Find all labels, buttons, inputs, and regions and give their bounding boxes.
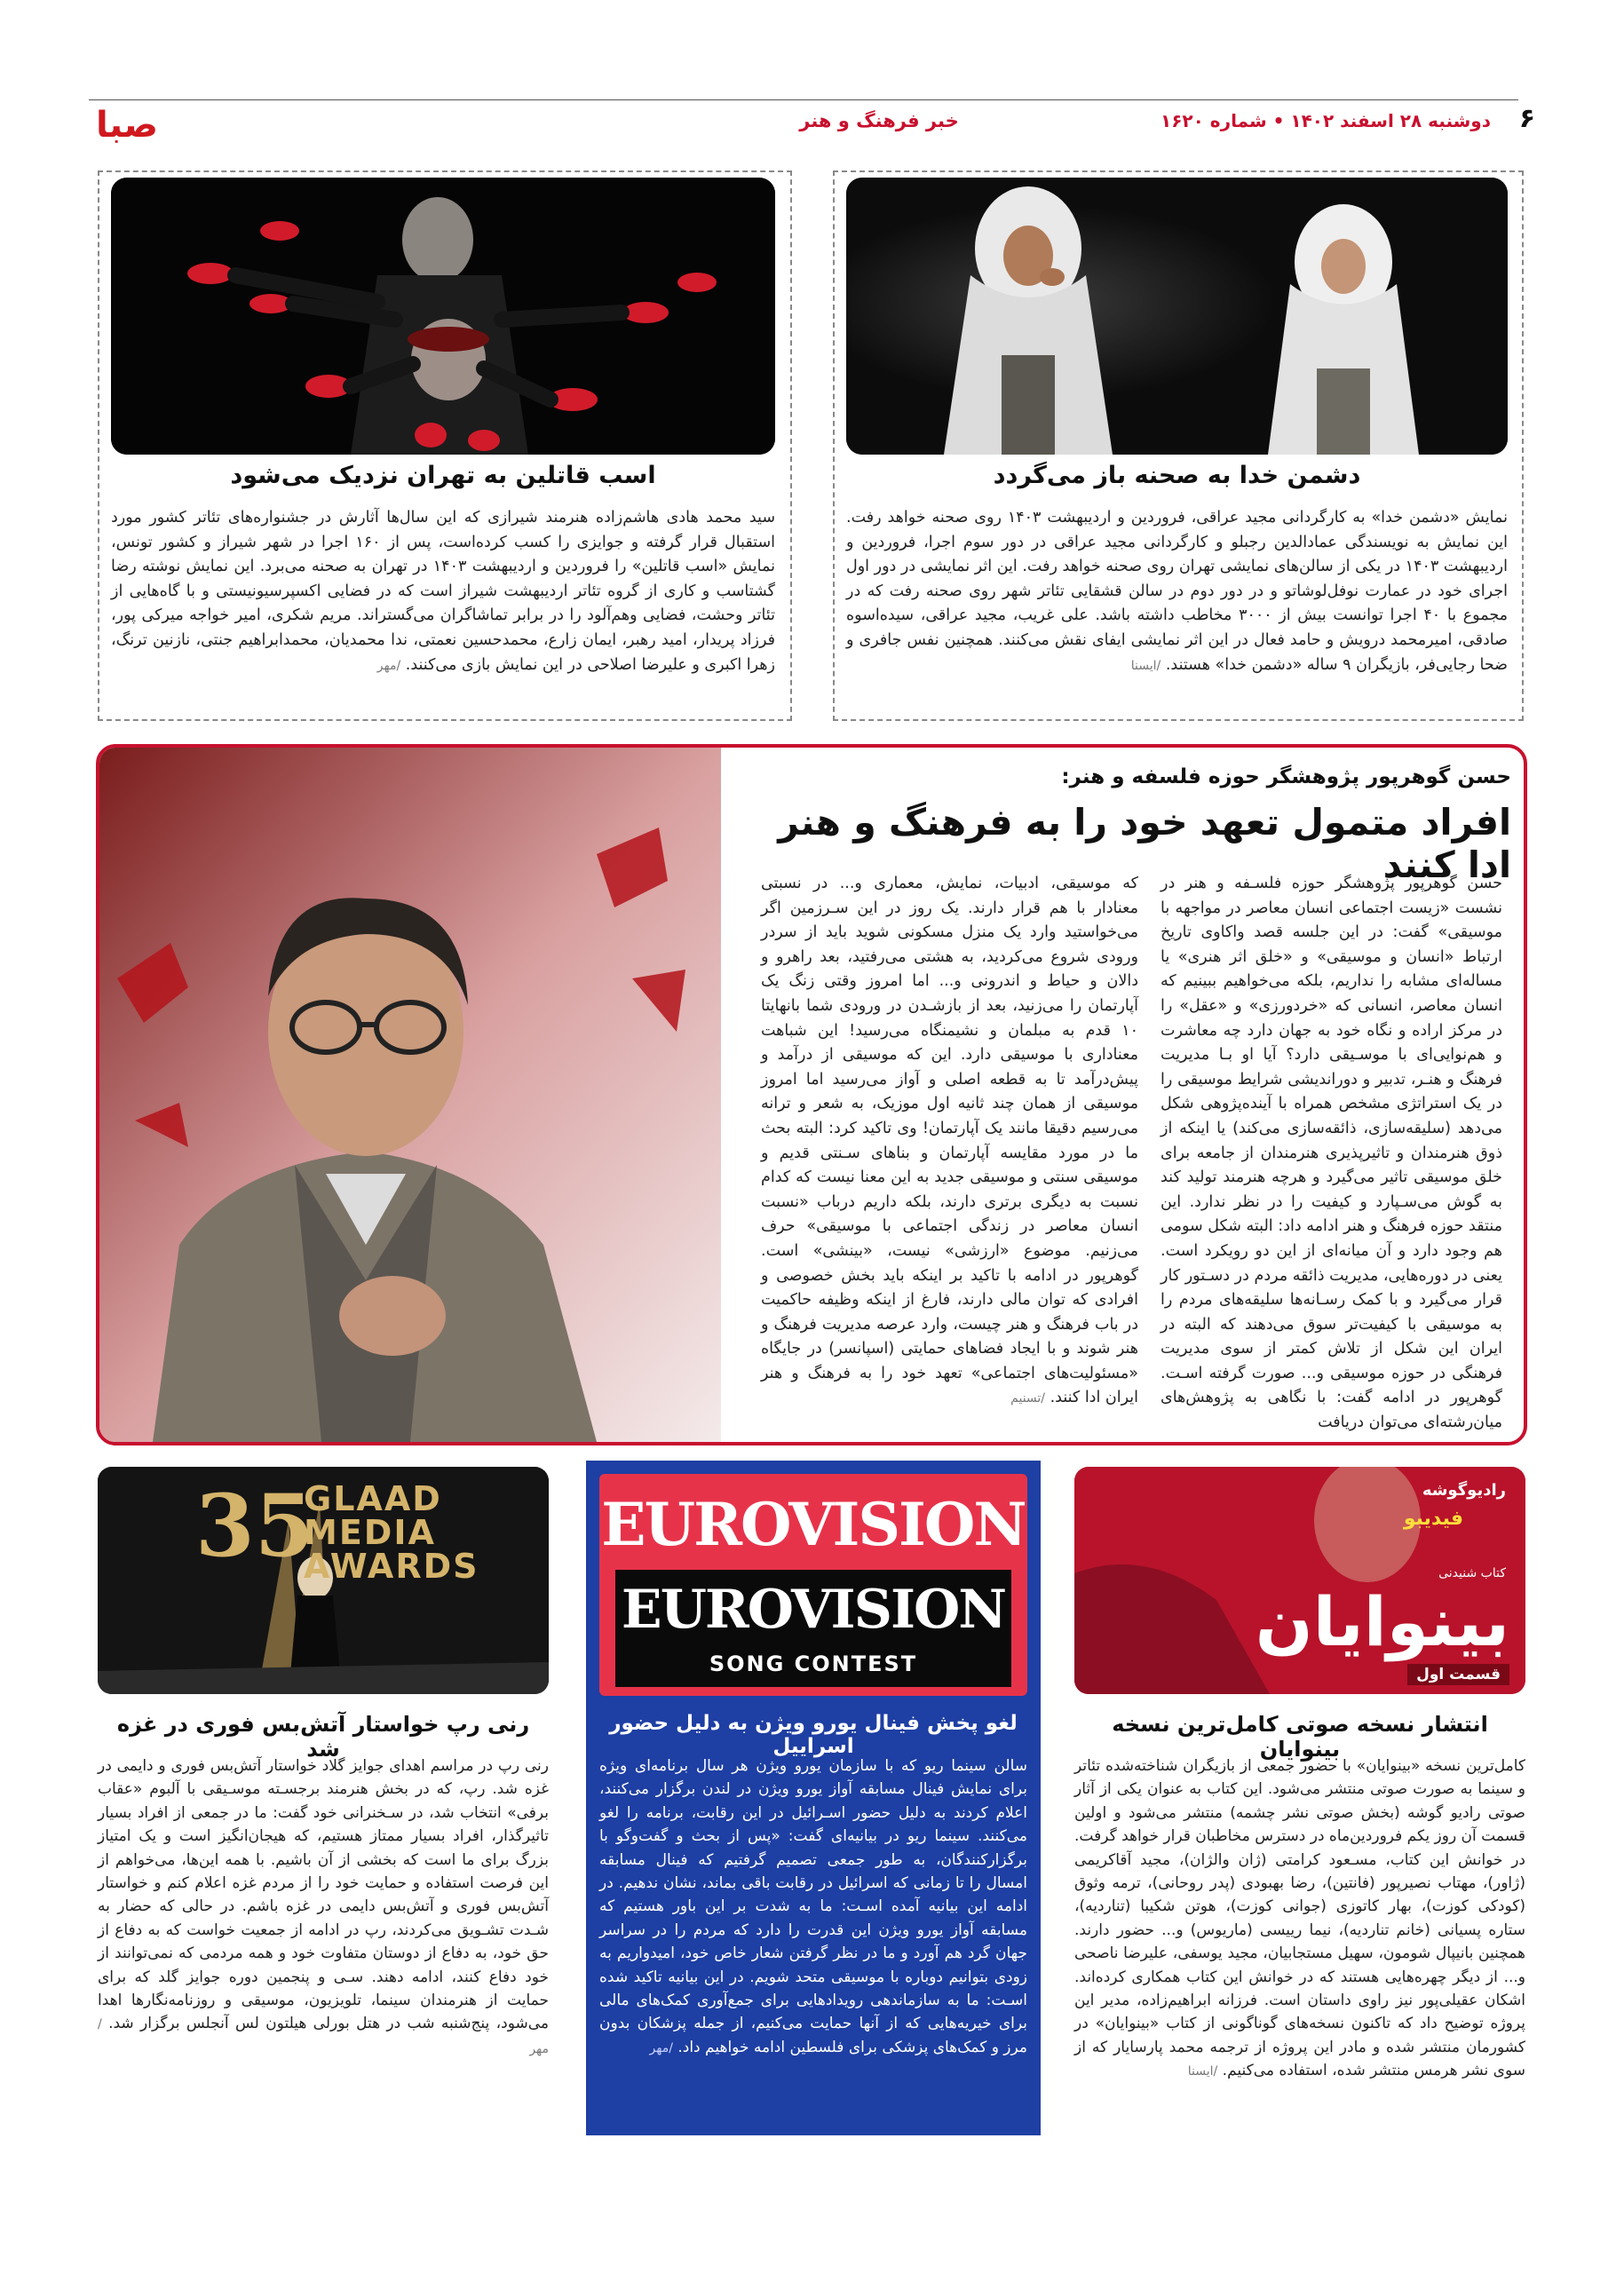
section-title: خبر فرهنگ و هنر [799,110,959,131]
source-tag: /مهر [98,2017,549,2056]
source-tag: /مهر [376,658,401,673]
glaad-35-number: 35 [195,1476,314,1576]
feature-interview-box [96,744,1527,1445]
eurovision-logo-image [599,1474,1027,1696]
feature-column-left [761,872,1138,1412]
feature-headline[interactable]: افراد متمول تعهد خود را به فرهنگ و هنر ادا کنند [778,801,1511,886]
photo-enemy-of-god [846,178,1508,455]
glaad-title-line2: MEDIA [304,1513,436,1552]
article-text: سید محمد هادی هاشم‌زاده هنرمند شیرازی که این سال‌ها آثارش در جشنواره‌های تئاتر کشور مورد استقبال قرار گرفته و جوایزی را کسب کرده‌است، پس از ۱۶۰ اجرا در شهر شیراز و کشور تونس، نمایش «اسب قاتلین» را فروردین و اردیبهشت ۱۴۰۳ در تهران به صحنه می‌برد. این نمایش نوشته رضا گشتاسب و کاری از گروه تئاتر اردیبهشت شیراز است که در فضایی اکسپرسیونیستی و با گاه‌هایی از تئاتر وحشت، فضایی وهم‌آلود را در برابر تماشاگران می‌گستراند. مریم شکری، امیر خواجه میرکی پور، فرزاد پریدار، امید رهبر، ایمان زارع، محمدحسین نعمتی، ندا محمدیان، محمدابراهیم جنتی، نازنین ترنگ، زهرا اکبری و علیرضا اصلاحی در این نمایش بازی می‌کنند. [111,509,775,674]
article-text: نمایش «دشمن خدا» به کارگردانی مجید عراقی، فروردین و اردیبهشت ۱۴۰۳ روی صحنه خواهد رفت. این نمایش به نویسندگی عمادالدین رجبلو و کارگردانی مجید عراقی در دور سوم اجرا، فروردین و اردیبهشت ۱۴۰۳ در یکی از سالن‌های نمایشی تهران روی صحنه خواهد رفت. این اثر نمایشی در دور اول اجرای خود در عمارت نوفل‌لوشاتو و در دور دوم در سالن قشقایی تئاتر شهر روی صحنه رفت که در مجموع با ۴۰ اجرا توانست بیش از ۳۰۰۰ مخاطب داشته باشد. علی غریب، مجید عراقی، سیده‌اسوه صادقی، امیرمحمد درویش و حامد فعال در این اثر نمایشی ایفای نقش می‌کنند. همچنین نفس جافری و ضحا رجایی‌فر، بازیگران ۹ ساله «دشمن خدا» هستند. [846,509,1508,674]
article-text: سالن سینما ریو که با سازمان یورو ویژن هر سال برنامه‌ای ویژه برای نمایش فینال مسابقه آواز یورو ویژن در لندن برگزار می‌کنند، اعلام کردند به دلیل حضور اسـرائیل در این رقابت، برنامه را لغو می‌کنند. سینما ریو در بیانیه‌ای گفت: «پس از بحث و گفت‌وگو با برگزارکنندگان، به طور جمعی تصمیم گرفتیم که فینال مسابقه امسال را تا زمانی که اسرائیل در رقابت باقی بماند، نشان ندهیم. در ادامه این بیانیه آمده اسـت: ما به شدت بر این باور هستیم که مسابقه آواز یورو ویژن این قدرت را دارد که مردم را در سراسر جهان گرد هم آورد و ما در نظر گرفتن شعار خاص خود، امیدواریم به زودی بتوانیم دوباره با موسیقی متحد شویم. در این بیانیه تاکید شده اسـت: ما به سازماندهی رویدادهایی برای جمع‌آوری کمک‌های مالی برای خیریه‌هایی که از آنها حمایت می‌کنیم، از جمله پزشکان بدون مرز و کمک‌های پزشکی برای فلسطین ادامه خواهیم داد. [599,1757,1027,2056]
headline-renee-rapp[interactable]: رنی رپ خواستار آتش‌بس فوری در غزه شد [116,1712,530,1762]
fidibo-label: فیدیبو [1403,1508,1463,1530]
promo-book-title: بینوایان [1255,1582,1509,1661]
article-body-eurovision [599,1754,1027,2060]
eurovision-song-contest-label: SONG CONTEST [709,1651,918,1676]
source-tag: /ایسنا [1130,658,1161,673]
article-text: کامل‌ترین نسخه «بینوایان» با حضور جمعی از بازیگران شناخته‌شده تئاتر و سینما به صورت صوتی منتشر می‌شود. این کتاب به عنوان یکی از آثار صوتی رادیو گوشه (بخش صوتی نشر چشمه) منتشر می‌شود و اولین قسمت آن روز یکم فروردین‌ماه در دسترس مخاطبان قرار خواهد گرفت. در خوانش این کتاب، مسـعود کرامتی (ژان والژان)، مجید آقاکریمی (ژاور)، مهتاب نصیرپور (فانتین)، رضا بهبودی (پدر روحانی)، ترمه وثوق (کودکی کوزت)، بهار کاتوزی (جوانی کوزت)، هوتن شکیبا (تناردیه)، ستاره پسیانی (خانم تناردیه)، نیما رییسی (ماریوس) و... حضور دارند. همچنین بانیپال شومون، سهیل مستجابیان، مجید یوسفی، علیرضا ناصحی و... از دیگر چهره‌هایی هستند که در خوانش این کتاب همکاری کرده‌اند. اشکان عقیلی‌پور نیز راوی داستان است. فرزانه ابراهیم‌زاده، مدیر این پروژه توضیح داد که تاکنون نسخه‌های گوناگونی از کتاب «بینوایان» در کشورمان منتشر شده و مادر این پروژه از ترجمه محمد پارسایار که از سوی نشر هرمس منتشر شده، استفاده می‌کنیم. [1074,1757,1525,2080]
feature-column-right [1161,872,1502,1436]
source-tag: /تسنیم [1010,1391,1046,1406]
radio-gooshe-logo: رادیوگوشه [1422,1481,1506,1500]
page-number: ۶ [1518,103,1535,134]
article-text: که موسیقی، ادبیات، نمایش، معماری و... در نسبتی معنادار با هم قرار دارند. یک روز در این سـرزمین اگر می‌خواستید وارد یک منزل مسکونی شوید باید از سردر ورودی شروع می‌کردید، به هشتی می‌رفتید، بعد راهرو و دالان و حیاط و اندرونی و... اما امروز وقتی زنگ یک آپارتمان را می‌زنید، بعد از بازشـدن در ورودی شما بانهایتا ۱۰ قدم به مبلمان و نشیمنگاه می‌رسید! این شباهت معناداری با موسیقی دارد. این که موسیقی از درآمد و پیش‌درآمد تا به قطعه اصلی و آواز می‌رسید اما امروز موسیقی از همان چند ثانیه اول موزیک، به شعر و ترانه می‌رسیم دقیقا مانند یک آپارتمان! وی تاکید کرد: البته بحث ما در مورد مقایسه آپارتمان و بناهای سـنتی قدیم و موسیقی سنتی و موسیقی جدید به این معنا نیست که کدام نسبت به دیگری برتری دارند، بلکه داریم درباب «نسبت انسان معاصر در زندگی اجتماعی با موسیقی» حرف می‌زنیم. موضوع «ارزشی» نیست، «بینشی» است. گوهرپور در ادامه با تاکید بر اینکه باید بخش خصوصی و افرادی که توان مالی دارند، فارغ از اینکه وظیفه حاکمیت در باب فرهنگ و هنر چیست، وارد عرصه مدیریت فرهنگ و هنر شوند و با ایجاد فضاهای حمایتی (اسپانسر) در جایگاه «مسئولیت‌های اجتماعی» تعهد خود را به فرهنگ و هنر ایران ادا کنند. [761,875,1138,1407]
eurovision-logo-bottom: EUROVISION [621,1579,1006,1641]
source-tag: /ایسنا [1187,2064,1218,2079]
headline-killers-horse[interactable]: اسب قاتلین به تهران نزدیک می‌شود [230,462,656,489]
headline-enemy-of-god[interactable]: دشمن خدا به صحنه باز می‌گردد [993,462,1361,489]
audiobook-kicker: کتاب شنیدنی [1438,1566,1506,1580]
source-tag: /مهر [649,2040,673,2055]
article-body-killers-horse [111,506,775,678]
glaad-title-line3: AWARDS [304,1547,479,1586]
promo-les-miserables [1074,1467,1525,1694]
article-body-enemy-of-god [846,506,1508,678]
article-body-renee-rapp [98,1754,549,2061]
feature-kicker: حسن گوهرپور پژوهشگر حوزه فلسفه و هنر: [1061,765,1511,788]
article-text: رنی رپ در مراسم اهدای جوایز گلاد خواستار آتش‌بس فوری و دایمی در غزه شد. رپ، که در بخش هنرمند برجسـته موسـیقی با آلبوم «عقاب برفی» انتخاب شد، در سـخنرانی خود گفت: ما در جمعی از افراد بسیار تاثیرگذار، افراد بسیار ممتاز هستیم، که هیجان‌انگیز است و یک امتیاز بزرگ برای ما است که بخشی از آن باشیم. با همه این‌ها، می‌خواهم از این فرصت استفاده و حمایت خود را از مردم غزه اعلام کنم و خواستار آتش‌بس فوری و آتش‌بس دایمی در غزه باشم. در حالی که حضار به شـدت تشـویق می‌کردند، رپ در ادامه از جمعیت خواست که به دفاع از حق خود، به دفاع از دوستان متفاوت خود و همه مردمی که نمی‌توانند از خود دفاع کنند، ادامه دهند. سـی و پنجمین دوره جوایز گلد که برای حمایت از هنرمندان سینما، تلویزیون، موسیقی و روزنامه‌نگارها اهدا می‌شود، پنج‌شنبه شب در هتل بورلی هیلتون لس آنجلس برگزار شد. [98,1757,549,2033]
headline-les-miserables[interactable]: انتشار نسخه صوتی کامل‌ترین نسخه بینوایان [1112,1712,1488,1762]
newspaper-logo[interactable]: صبا [96,105,158,146]
header-divider [89,99,1518,100]
photo-glaad-awards [98,1467,549,1694]
article-body-les-miserables [1074,1754,1525,2084]
stage-performers-image [111,178,775,455]
portrait-photo [99,748,721,1442]
researcher-portrait-image [99,748,721,1442]
photo-killers-horse [111,178,775,455]
headline-eurovision[interactable]: لغو پخش فینال یورو ویژن به دلیل حضور اسراییل [609,1712,1018,1758]
promo-part-label: قسمت اول [1407,1664,1509,1685]
glaad-title-line1: GLAAD [304,1479,442,1518]
article-text: حسن گوهرپور پژوهشگر حوزه فلسـفه و هنر در نشست «زیست اجتماعی انسان معاصر در مواجهه با موسیقی» گفت: در این جلسه قصد واکاوی تاریخ ارتباط «انسان و موسیقی» و «خلق اثر هنری» یا مساله‌ای مشابه را نداریم، بلکه می‌خواهیم ببینیم که انسان معاصر، انسانی که «خردورزی» و «عقل» را در مرکز اراده و نگاه خود به جهان دارد چه معاشرت و هم‌نوایی‌ای با موسـیقی دارد؟ آیا او بـا مدیریت فرهنگ و هنـر، تدبیر و دوراندیشی شرایط موسیقی را در یک استراتژی مشخص همراه با آینده‌پژوهی شکل می‌دهد (سلیقه‌سازی، ذائقه‌سازی می‌کند) یا اینکه از ذوق هنرمندان و تاثیرپذیری هنرمندان از جامعه برای خلق موسیقی تاثیر می‌گیرد و هرچه هنرمند تولید کند به گوش می‌سـپارد و کیفیت را در نظر ندارد. این منتقد حوزه فرهنگ و هنر ادامه داد: البته شکل سومی هم وجود دارد و آن میانه‌ای از این دو رویکرد است. یعنی در دوره‌هایی، مدیریت ذائقه مردم در دسـتور کار قرار می‌گیرد و با کمک رسـانه‌ها سلیقه‌های مردم را به موسیقی با کیفیت‌تر سوق می‌دهند که البته در ایران این شکل از تلاش کمتر از سوی مدیریت فرهنگی در حوزه موسیقی و... صورت گرفته اسـت. گوهرپور در ادامه گفت: با نگاهی به پژوهش‌های میان‌رشته‌ای می‌توان دریافت [1161,875,1502,1432]
eurovision-logo-top: EUROVISION [601,1490,1026,1559]
issue-info: دوشنبه ۲۸ اسفند ۱۴۰۲ • شماره ۱۶۲۰ [1160,110,1491,131]
schoolgirls-stage-image [846,178,1508,455]
